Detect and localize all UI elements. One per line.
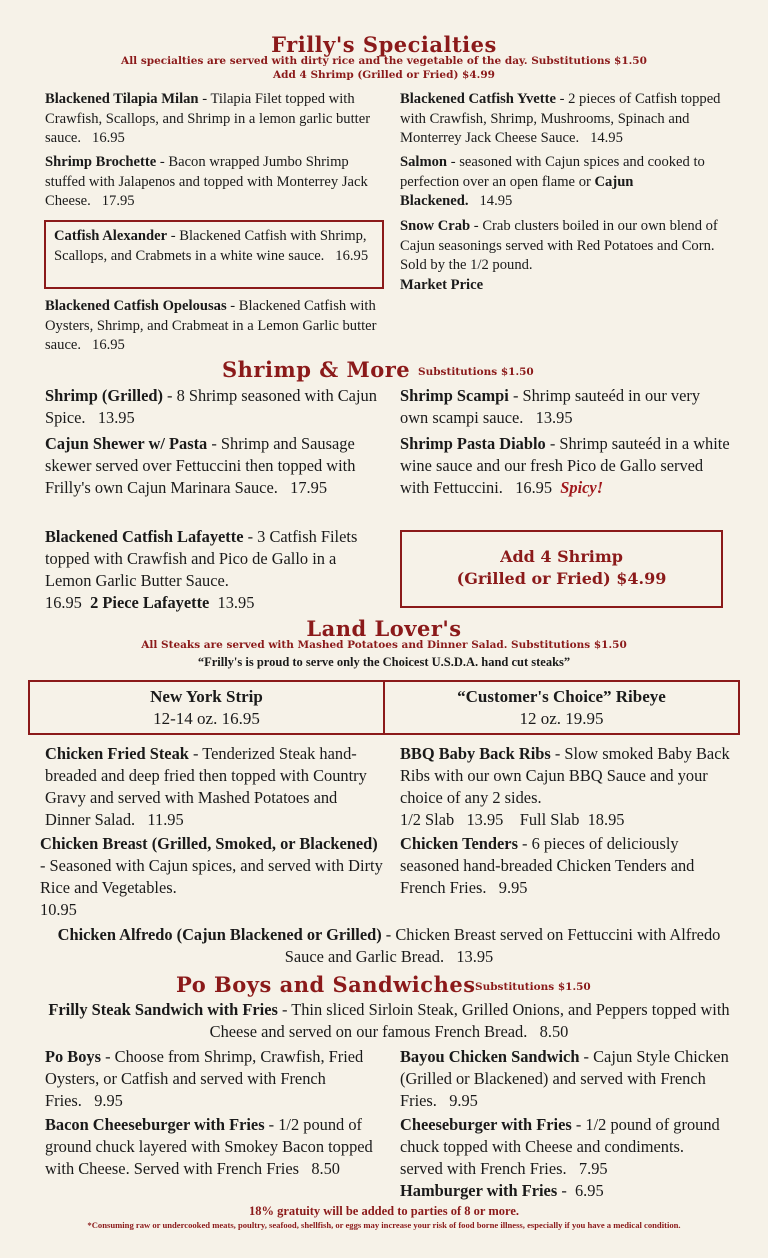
shrimp-subtitle: Substitutions $1.50 (418, 366, 534, 378)
item-name: Chicken Fried Steak (45, 744, 189, 763)
item-desc: - Shrimp sauteéd in a white wine sauce and our fresh Pico de Gallo served with Fettuccini. (400, 434, 730, 497)
menu-item (400, 90, 730, 149)
item-price: 9.95 (498, 878, 528, 897)
menu-item (400, 433, 730, 499)
item-price-line: 1/2 Slab 13.95 Full Slab 18.95 (400, 810, 625, 829)
steak-content (385, 682, 738, 730)
item-price: 13.95 (535, 408, 573, 427)
menu-item (400, 153, 730, 212)
land-subtitle: All Steaks are served with Mashed Potatoes and Dinner Salad. Substitutions $1.50 (141, 639, 627, 651)
item-desc: - 3 Catfish Filets topped with Crawfish and Pico de Gallo in a Lemon Garlic Butter Sauce. (45, 527, 358, 590)
item-price: 8.50 (311, 1159, 340, 1178)
gratuity-note: 18% gratuity will be added to parties of 8 or more. (248, 1204, 519, 1218)
steak-content (30, 682, 383, 730)
item-name: Cheeseburger with Fries (400, 1115, 572, 1134)
menu-item-featured (54, 227, 376, 266)
item-desc: - 1/2 pound of ground chuck layered with Smokey Bacon topped with Cheese. Served with French Fries (45, 1115, 373, 1178)
menu-item (45, 433, 385, 499)
item-price: 8.50 (539, 1022, 569, 1041)
specialties-title: Frilly's Specialties (271, 32, 497, 57)
poboys-subtitle: Substitutions $1.50 (475, 981, 591, 993)
item-desc: - 2 pieces of Catfish topped with Crawfish, Shrimp, Mushrooms, Spinach and Monterrey Jack Cheese Sauce. (400, 91, 721, 146)
specialties-add-shrimp: Add 4 Shrimp (Grilled or Fried) $4.99 (273, 69, 495, 81)
add-shrimp-line2: (Grilled or Fried) $4.99 (456, 569, 667, 588)
item-price: 16.95 (92, 337, 125, 353)
item-price: 17.95 (290, 478, 328, 497)
add-shrimp-text (402, 532, 721, 590)
item-extra-price: 13.95 (217, 593, 255, 612)
menu-item (400, 385, 730, 429)
item-desc: - Tenderized Steak hand-breaded and deep fried then topped with Country Gravy and served with Mashed Potatoes and Dinner Salad. (45, 744, 367, 829)
item-name: Chicken Alfredo (Cajun Blackened or Grilled) (57, 925, 382, 944)
item-price: 13.95 (456, 947, 494, 966)
item-name: Snow Crab (400, 218, 471, 234)
menu-item (45, 153, 385, 212)
menu-item (40, 833, 385, 921)
item-price: 6.95 (574, 1181, 604, 1200)
item-name: Chicken Tenders (400, 834, 518, 853)
steak-name: New York Strip (150, 687, 263, 706)
menu-item (45, 1046, 385, 1112)
item-desc: - Thin sliced Sirloin Steak, Grilled Onions, and Peppers topped with Cheese and served on our famous French Bread. (209, 1000, 730, 1041)
item-price: 9.95 (449, 1091, 478, 1110)
menu-item (45, 1114, 385, 1180)
menu-item (45, 385, 385, 429)
item-desc: - Tilapia Filet topped with Crawfish, Scallops, and Shrimp in a lemon garlic butter sauce. (45, 91, 371, 146)
item-desc: - Shrimp and Sausage skewer served over Fettuccini then topped with Frilly's own Cajun Marinara Sauce. (45, 434, 356, 497)
item-extra-name: 2 Piece Lafayette (90, 593, 210, 612)
menu-item (400, 1180, 730, 1202)
menu-item (400, 743, 730, 831)
item-desc: - 1/2 pound of ground chuck topped with Cheese and condiments. served with French Fries. (400, 1115, 720, 1178)
menu-item (400, 1114, 730, 1180)
menu-item (400, 833, 730, 899)
item-price: 11.95 (147, 810, 184, 829)
menu-item (400, 217, 730, 295)
menu-item-wide (44, 924, 734, 968)
item-name: Cajun Shewer w/ Pasta (45, 434, 208, 453)
item-desc: - Blackened Catfish with Shrimp, Scallops, and Crabmets in a white wine sauce. (54, 228, 367, 264)
land-title: Land Lover's (306, 616, 462, 641)
item-desc: - Seasoned with Cajun spices, and served with Dirty Rice and Vegetables. (40, 856, 383, 897)
menu-item (45, 297, 385, 356)
item-name: Blackened Catfish Opelousas (45, 298, 227, 314)
item-name: Po Boys (45, 1047, 102, 1066)
disclaimer: *Consuming raw or undercooked meats, poultry, seafood, shellfish, or eggs may increase your risk of food borne illness, especially if you have a medical condition. (87, 1220, 681, 1230)
item-name: Catfish Alexander (54, 228, 168, 244)
item-desc: - 8 Shrimp seasoned with Cajun Spice. (45, 386, 377, 427)
item-desc: - Shrimp sauteéd in our very own scampi sauce. (400, 386, 701, 427)
item-price: 13.95 (97, 408, 135, 427)
item-name: Frilly Steak Sandwich with Fries (48, 1000, 278, 1019)
specialties-subtitle: All specialties are served with dirty rice and the vegetable of the day. Substitutions $1.50 (121, 55, 647, 67)
item-price: 16.95 (45, 593, 82, 612)
add-shrimp-box (400, 530, 723, 608)
menu-item-wide (44, 999, 734, 1043)
item-price: 16.95 (335, 247, 369, 264)
item-name: Chicken Breast (Grilled, Smoked, or Blackened) (40, 834, 378, 853)
item-extra: Cajun Blackened. (400, 173, 634, 209)
item-desc: - Bacon wrapped Jumbo Shrimp stuffed with Jalapenos and topped with Monterrey Jack Cheese. (45, 154, 368, 209)
item-name: Shrimp Pasta Diablo (400, 434, 546, 453)
item-name: Shrimp (Grilled) (45, 386, 163, 405)
poboys-title: Po Boys and Sandwiches (176, 972, 476, 997)
item-name: Bacon Cheeseburger with Fries (45, 1115, 265, 1134)
item-price: 16.95 (515, 478, 553, 497)
item-name: Shrimp Brochette (45, 154, 157, 170)
item-name: Hamburger with Fries (400, 1181, 558, 1200)
item-desc: - Chicken Breast served on Fettuccini with Alfredo Sauce and Garlic Bread. (284, 925, 721, 966)
item-desc: - seasoned with Cajun spices and cooked to perfection over an open flame or (400, 154, 705, 190)
item-price: 7.95 (578, 1159, 608, 1178)
menu-item (45, 743, 385, 831)
item-price: 9.95 (94, 1091, 123, 1110)
item-desc: - Crab clusters boiled in our own blend of Cajun seasonings served with Red Potatoes and Corn. Sold by the 1/2 pound. (400, 218, 718, 273)
steak-box-new-york (28, 680, 385, 735)
item-price: Market Price (400, 276, 484, 293)
item-desc: - (557, 1181, 571, 1200)
steak-detail: 12 oz. 19.95 (519, 709, 604, 728)
steak-box-ribeye (383, 680, 740, 735)
item-price: 16.95 (92, 130, 125, 146)
item-name: Bayou Chicken Sandwich (400, 1047, 580, 1066)
item-desc: - Cajun Style Chicken (Grilled or Blackened) and served with French Fries. (400, 1047, 729, 1110)
item-price: 14.95 (590, 130, 623, 146)
menu-item (45, 90, 385, 149)
add-shrimp-line1: Add 4 Shrimp (500, 547, 623, 566)
land-quote: “Frilly's is proud to serve only the Choicest U.S.D.A. hand cut steaks” (197, 655, 571, 669)
item-price: 17.95 (101, 193, 135, 209)
item-price: 14.95 (479, 193, 513, 209)
steak-detail: 12-14 oz. 16.95 (153, 709, 260, 728)
item-desc: - Choose from Shrimp, Crawfish, Fried Oysters, or Catfish and served with French Fries. (45, 1047, 364, 1110)
item-name: Shrimp Scampi (400, 386, 509, 405)
menu-item (400, 1046, 730, 1112)
item-desc: - Blackened Catfish with Oysters, Shrimp, and Crabmeat in a Lemon Garlic butter sauce. (45, 298, 377, 353)
shrimp-title: Shrimp & More (222, 357, 411, 382)
menu-item (45, 526, 385, 614)
item-desc: - Slow smoked Baby Back Ribs with our own Cajun BBQ Sauce and your choice of any 2 sides. (400, 744, 730, 807)
spicy-tag: Spicy! (560, 478, 604, 497)
item-name: Blackened Tilapia Milan (45, 91, 199, 107)
item-name: Salmon (400, 154, 448, 170)
item-name: BBQ Baby Back Ribs (400, 744, 551, 763)
item-name: Blackened Catfish Lafayette (45, 527, 244, 546)
steak-name: “Customer's Choice” Ribeye (457, 687, 666, 706)
item-desc: - 6 pieces of deliciously seasoned hand-breaded Chicken Tenders and French Fries. (400, 834, 695, 897)
item-price: 10.95 (40, 900, 77, 919)
item-name: Blackened Catfish Yvette (400, 91, 556, 107)
